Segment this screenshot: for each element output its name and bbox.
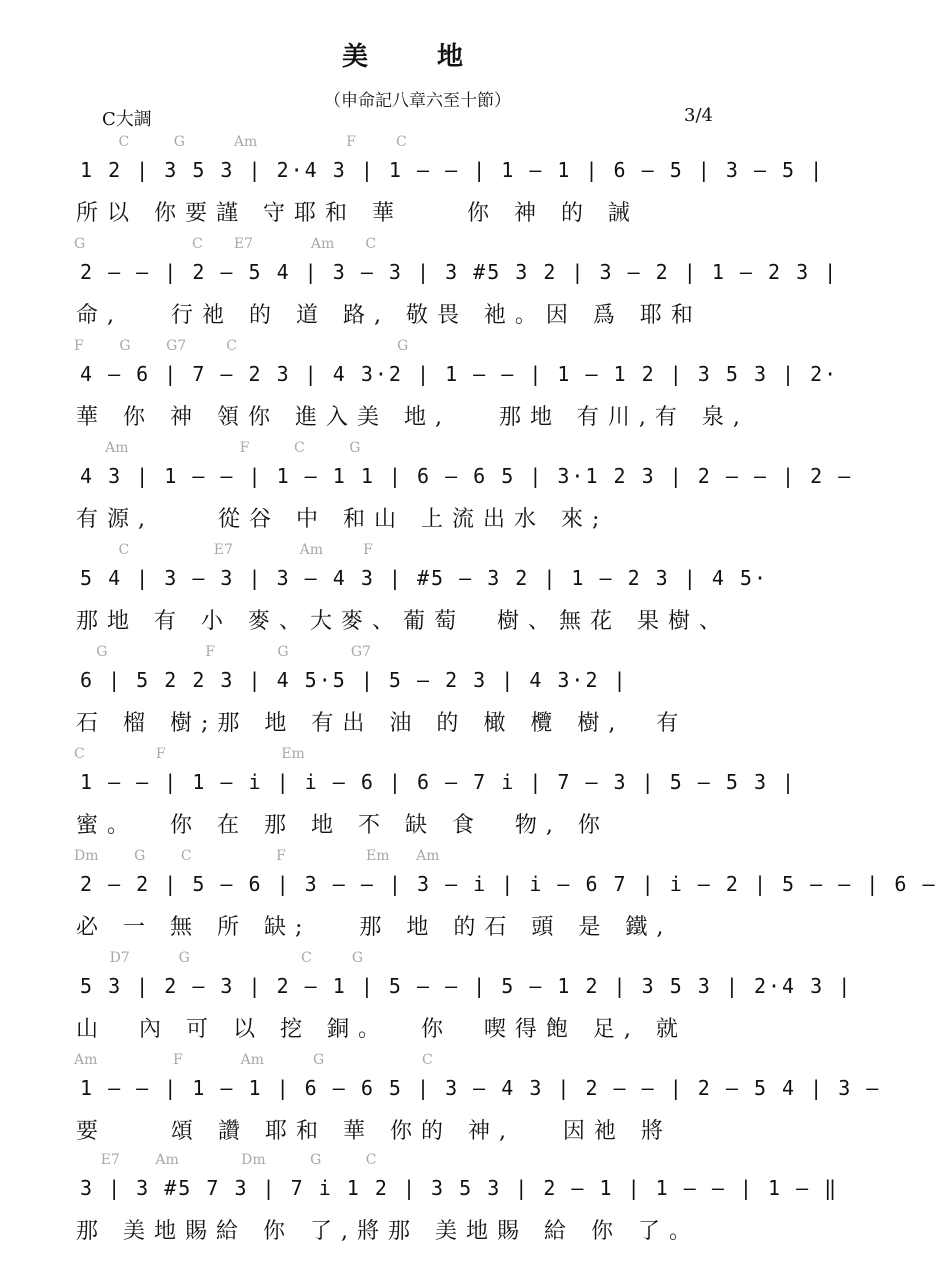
chord-row-4: Am F C G xyxy=(74,440,361,456)
notes-row-11: 3 | 3 #5 7 3 | 7 i 1 2 | 3 5 3 | 2 — 1 | 1 — — | 1 — ‖ xyxy=(80,1176,839,1200)
chord-row-5: C E7 Am F xyxy=(74,542,373,558)
lyrics-row-5: 那地 有 小 麥、大麥、葡萄 樹、無花 果樹、 xyxy=(76,609,730,634)
lyrics-row-6: 石 榴 樹;那 地 有出 油 的 橄 欖 樹, 有 xyxy=(76,711,688,736)
notes-row-9: 5 3 | 2 — 3 | 2 — 1 | 5 — — | 5 — 1 2 | 3 5 3 | 2·4 3 | xyxy=(80,974,853,998)
notes-row-1: 1 2 | 3 5 3 | 2·4 3 | 1 — — | 1 — 1 | 6 — 5 | 3 — 5 | xyxy=(80,158,825,182)
chord-row-6: G F G G7 xyxy=(74,644,371,660)
song-title: 美 地 xyxy=(341,42,494,72)
song-subtitle: （申命記八章六至十節） xyxy=(324,91,511,111)
notes-row-4: 4 3 | 1 — — | 1 — 1 1 | 6 — 6 5 | 3·1 2 3 | 2 — — | 2 — xyxy=(80,464,853,488)
chord-row-11: E7 Am Dm G C xyxy=(74,1152,377,1168)
chord-row-2: G C E7 Am C xyxy=(74,236,377,252)
notes-row-6: 6 | 5 2 2 3 | 4 5·5 | 5 — 2 3 | 4 3·2 | xyxy=(80,668,628,692)
lyrics-row-2: 命, 行祂 的 道 路, 敬畏 祂。因 爲 耶和 xyxy=(76,303,702,328)
notes-row-10: 1 — — | 1 — 1 | 6 — 6 5 | 3 — 4 3 | 2 — — | 2 — 5 4 | 3 — xyxy=(80,1076,881,1100)
chord-row-10: Am F Am G C xyxy=(74,1052,433,1068)
time-signature: 3/4 xyxy=(684,105,713,126)
lyrics-row-7: 蜜。 你 在 那 地 不 缺 食 物, 你 xyxy=(76,813,609,838)
lyrics-row-11: 那 美地賜給 你 了,將那 美地賜 給 你 了。 xyxy=(76,1219,700,1244)
chord-row-8: Dm G C F Em Am xyxy=(74,848,440,864)
chord-row-7: C F Em xyxy=(74,746,305,762)
chord-row-9: D7 G C G xyxy=(74,950,364,966)
notes-row-3: 4 — 6 | 7 — 2 3 | 4 3·2 | 1 — — | 1 — 1 2 | 3 5 3 | 2· xyxy=(80,362,839,386)
key-signature: C大調 xyxy=(102,109,152,130)
lyrics-row-10: 要 頌 讚 耶和 華 你的 神, 因祂 將 xyxy=(76,1119,672,1144)
notes-row-7: 1 — — | 1 — i | i — 6 | 6 — 7 i | 7 — 3 | 5 — 5 3 | xyxy=(80,770,797,794)
lyrics-row-8: 必 一 無 所 缺; 那 地 的石 頭 是 鐵, xyxy=(76,915,673,940)
lyrics-row-3: 華 你 神 領你 進入美 地, 那地 有川,有 泉, xyxy=(76,405,749,430)
notes-row-2: 2 — — | 2 — 5 4 | 3 — 3 | 3 #5 3 2 | 3 — 2 | 1 — 2 3 | xyxy=(80,260,839,284)
chord-row-1: C G Am F C xyxy=(74,134,407,150)
lyrics-row-1: 所以 你要謹 守耶和 華 你 神 的 誡 xyxy=(76,201,639,226)
notes-row-8: 2 — 2 | 5 — 6 | 3 — — | 3 — i | i — 6 7 | i — 2 | 5 — — | 6 — xyxy=(80,872,937,896)
lyrics-row-4: 有源, 從谷 中 和山 上流出水 來; xyxy=(76,507,609,532)
notes-row-5: 5 4 | 3 — 3 | 3 — 4 3 | #5 — 3 2 | 1 — 2 3 | 4 5· xyxy=(80,566,769,590)
lyrics-row-9: 山 內 可 以 挖 銅。 你 喫得飽 足, 就 xyxy=(76,1017,687,1042)
chord-row-3: F G G7 C G xyxy=(74,338,409,354)
